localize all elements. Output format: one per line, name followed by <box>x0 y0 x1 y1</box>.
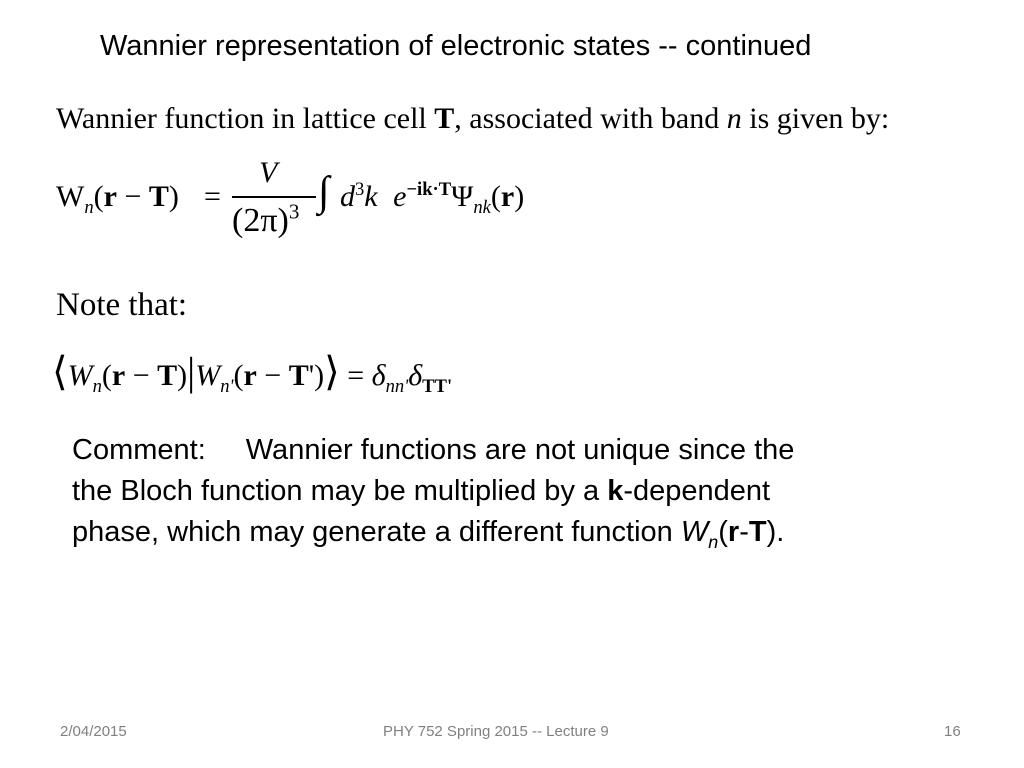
comment-text-3-open: ( <box>718 516 728 548</box>
eq1-denominator-exp: 3 <box>288 199 300 224</box>
intro-text-after: is given by: <box>741 102 890 135</box>
slide-title: Wannier representation of electronic states -- continued <box>100 30 812 62</box>
intro-italic-n: n <box>726 102 742 135</box>
comment-text-2-after: -dependent <box>623 475 771 507</box>
eq2-delta2: δ <box>408 359 423 392</box>
comment-text-3-W: W <box>680 516 709 548</box>
eq2-left-angle: ⟨ <box>52 349 68 394</box>
comment-text-3-dash: - <box>739 516 749 548</box>
eq1-integral: ∫ <box>318 169 330 215</box>
eq2-W1-r: r <box>111 359 126 392</box>
eq1-e: e <box>393 180 407 213</box>
eq1-r: r <box>103 180 117 213</box>
eq1-T: T <box>148 180 169 213</box>
eq1-W-sub: n <box>84 197 94 218</box>
comment-text-2-bold: k <box>607 475 624 507</box>
eq1-integrand <box>340 179 525 218</box>
eq1-open-paren: ( <box>93 180 104 213</box>
eq2-W2-T: T <box>288 359 309 392</box>
eq2-W2-r: r <box>243 359 257 392</box>
eq2-W1-sub: n <box>92 376 102 397</box>
eq1-psi-close: ) <box>514 180 525 213</box>
eq2-delta2-sub: TT' <box>422 376 453 397</box>
eq1-numerator: V <box>259 156 278 189</box>
eq1-W: W <box>56 180 85 213</box>
eq2-W1-T: T <box>157 359 178 392</box>
eq2-W2-sub: n' <box>220 376 234 397</box>
eq1-close-paren: ) <box>168 180 179 213</box>
comment-line-1 <box>72 430 972 471</box>
comment-line-3 <box>72 512 972 553</box>
eq2-W1-minus: − <box>125 359 158 392</box>
eq1-psi-open: ( <box>490 180 501 213</box>
footer-date: 2/04/2015 <box>60 723 127 740</box>
comment-text-1: Wannier functions are not unique since the <box>245 434 795 466</box>
comment-text-2-before: the Bloch function may be multiplied by a <box>72 475 608 507</box>
eq2-delta1: δ <box>371 359 386 392</box>
equation-wannier-definition <box>56 156 596 260</box>
comment-text-3-close: ). <box>766 516 785 548</box>
comment-text-3-before: phase, which may generate a different function <box>72 516 681 548</box>
intro-text-before: Wannier function in lattice cell <box>56 102 435 135</box>
eq1-k: k <box>364 180 378 213</box>
eq2-W2: W <box>195 359 221 392</box>
eq2-W2-prime: ' <box>308 359 315 392</box>
eq2-delta1-sub: nn' <box>385 376 409 397</box>
eq2-W1-close: ) <box>177 359 188 392</box>
eq2-right-angle: ⟩ <box>324 349 340 394</box>
comment-text-3-T: T <box>748 516 767 548</box>
eq1-lhs <box>56 180 179 218</box>
eq2-W2-open: ( <box>233 359 244 392</box>
eq1-denominator-text: (2π) <box>232 202 289 239</box>
eq2-W1-open: ( <box>101 359 112 392</box>
intro-bold-T: T <box>434 102 455 135</box>
eq2-W1: W <box>67 359 93 392</box>
eq2-W2-minus: − <box>256 359 289 392</box>
eq1-psi: Ψ <box>451 180 474 213</box>
eq1-equals: = <box>204 180 221 213</box>
eq1-d: d <box>340 180 355 213</box>
intro-text-middle: , associated with band <box>454 102 727 135</box>
eq1-psi-sub: nk <box>473 197 491 218</box>
note-label: Note that: <box>56 287 188 323</box>
eq1-e-exp: −ik·T <box>406 179 452 200</box>
comment-line-2 <box>72 471 972 512</box>
equation-orthonormality <box>52 348 452 395</box>
comment-text-3-r: r <box>727 516 740 548</box>
eq1-minus: − <box>116 180 149 213</box>
eq2-W2-close: ) <box>314 359 325 392</box>
intro-text <box>56 102 889 136</box>
eq1-denominator <box>232 199 300 240</box>
footer-page-number: 16 <box>944 723 961 740</box>
eq2-equals: = <box>347 359 365 392</box>
comment-block <box>72 430 972 553</box>
footer-course: PHY 752 Spring 2015 -- Lecture 9 <box>383 723 609 740</box>
comment-label: Comment: <box>72 434 206 466</box>
comment-text-3-sub: n <box>708 531 719 552</box>
eq1-d-exp: 3 <box>355 179 365 200</box>
eq1-psi-r: r <box>500 180 515 213</box>
eq1-fraction-bar <box>232 196 316 198</box>
eq2-bar: | <box>187 349 196 394</box>
